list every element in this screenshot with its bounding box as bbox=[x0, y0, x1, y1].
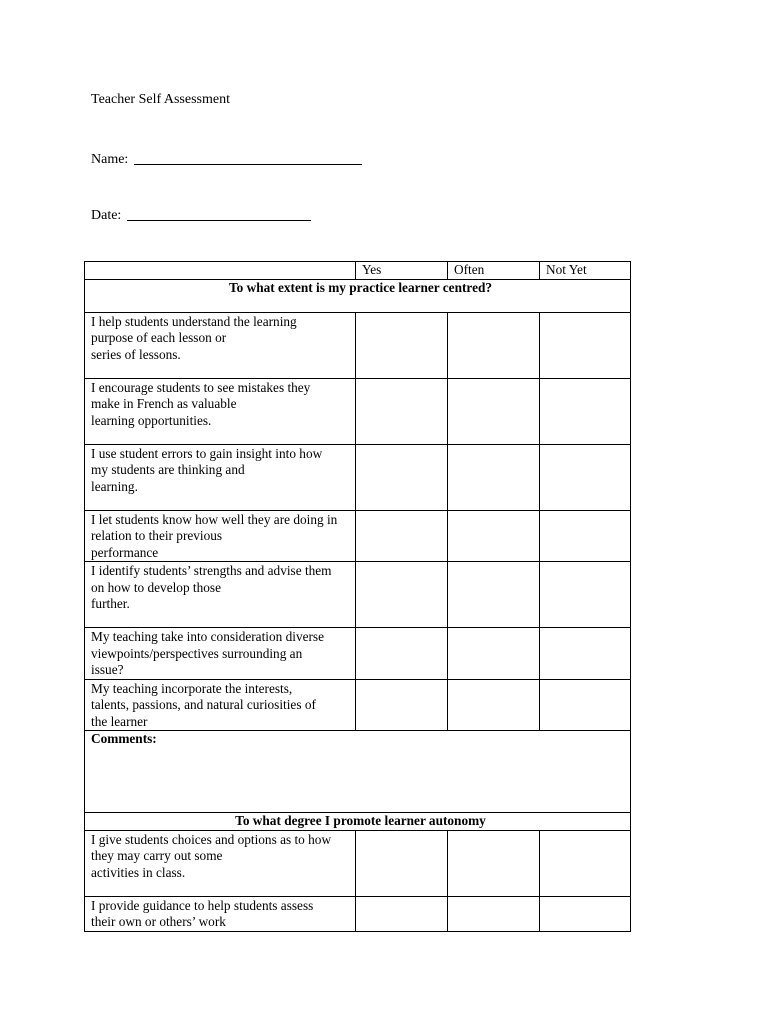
not-yet-cell[interactable] bbox=[540, 830, 631, 896]
item-text: My teaching take into consideration diverse viewpoints/perspectives surrounding an issue? bbox=[85, 628, 356, 680]
often-cell[interactable] bbox=[448, 830, 540, 896]
item-text: I identify students’ strengths and advise them on how to develop those further. bbox=[85, 562, 356, 628]
comments-row bbox=[85, 731, 631, 813]
comments-label: Comments: bbox=[91, 731, 157, 746]
not-yet-cell[interactable] bbox=[540, 378, 631, 444]
date-label: Date: bbox=[91, 208, 122, 223]
yes-cell[interactable] bbox=[356, 679, 448, 731]
section-heading-row bbox=[85, 279, 631, 312]
often-cell[interactable] bbox=[448, 628, 540, 680]
assessment-table bbox=[84, 261, 631, 932]
comments-box[interactable] bbox=[85, 731, 631, 813]
date-field-row bbox=[91, 204, 311, 224]
column-header-row bbox=[85, 262, 631, 280]
not-yet-cell[interactable] bbox=[540, 679, 631, 731]
often-cell[interactable] bbox=[448, 510, 540, 562]
yes-cell[interactable] bbox=[356, 830, 448, 896]
table-row bbox=[85, 830, 631, 896]
column-header-not-yet: Not Yet bbox=[540, 262, 631, 280]
yes-cell[interactable] bbox=[356, 444, 448, 510]
often-cell[interactable] bbox=[448, 444, 540, 510]
column-header-yes: Yes bbox=[356, 262, 448, 280]
header-blank-cell bbox=[85, 262, 356, 280]
item-text: My teaching incorporate the interests, talents, passions, and natural curiosities of the learner bbox=[85, 679, 356, 731]
not-yet-cell[interactable] bbox=[540, 562, 631, 628]
section-heading-row bbox=[85, 813, 631, 831]
not-yet-cell[interactable] bbox=[540, 312, 631, 378]
yes-cell[interactable] bbox=[356, 378, 448, 444]
item-text: I encourage students to see mistakes they make in French as valuable learning opportunities. bbox=[85, 378, 356, 444]
not-yet-cell[interactable] bbox=[540, 628, 631, 680]
yes-cell[interactable] bbox=[356, 562, 448, 628]
yes-cell[interactable] bbox=[356, 628, 448, 680]
item-text: I let students know how well they are doing in relation to their previous performance bbox=[85, 510, 356, 562]
table-row bbox=[85, 510, 631, 562]
name-label: Name: bbox=[91, 152, 129, 167]
not-yet-cell[interactable] bbox=[540, 444, 631, 510]
table-row bbox=[85, 378, 631, 444]
table-row bbox=[85, 628, 631, 680]
table-row bbox=[85, 562, 631, 628]
item-text: I use student errors to gain insight into how my students are thinking and learning. bbox=[85, 444, 356, 510]
not-yet-cell[interactable] bbox=[540, 510, 631, 562]
table-row bbox=[85, 679, 631, 731]
name-field-row bbox=[91, 148, 362, 168]
table-row bbox=[85, 312, 631, 378]
not-yet-cell[interactable] bbox=[540, 896, 631, 931]
date-blank-line[interactable] bbox=[127, 206, 311, 221]
item-text: I give students choices and options as to how they may carry out some activities in class. bbox=[85, 830, 356, 896]
yes-cell[interactable] bbox=[356, 896, 448, 931]
item-text: I help students understand the learning purpose of each lesson or series of lessons. bbox=[85, 312, 356, 378]
table-row bbox=[85, 896, 631, 931]
column-header-often: Often bbox=[448, 262, 540, 280]
document-title: Teacher Self Assessment bbox=[91, 92, 230, 107]
yes-cell[interactable] bbox=[356, 312, 448, 378]
yes-cell[interactable] bbox=[356, 510, 448, 562]
often-cell[interactable] bbox=[448, 378, 540, 444]
often-cell[interactable] bbox=[448, 896, 540, 931]
name-blank-line[interactable] bbox=[134, 150, 362, 165]
often-cell[interactable] bbox=[448, 562, 540, 628]
table-row bbox=[85, 444, 631, 510]
often-cell[interactable] bbox=[448, 679, 540, 731]
often-cell[interactable] bbox=[448, 312, 540, 378]
section-heading-learner-centred: To what extent is my practice learner centred? bbox=[85, 279, 631, 312]
section-heading-learner-autonomy: To what degree I promote learner autonomy bbox=[85, 813, 631, 831]
item-text: I provide guidance to help students assess their own or others’ work bbox=[85, 896, 356, 931]
